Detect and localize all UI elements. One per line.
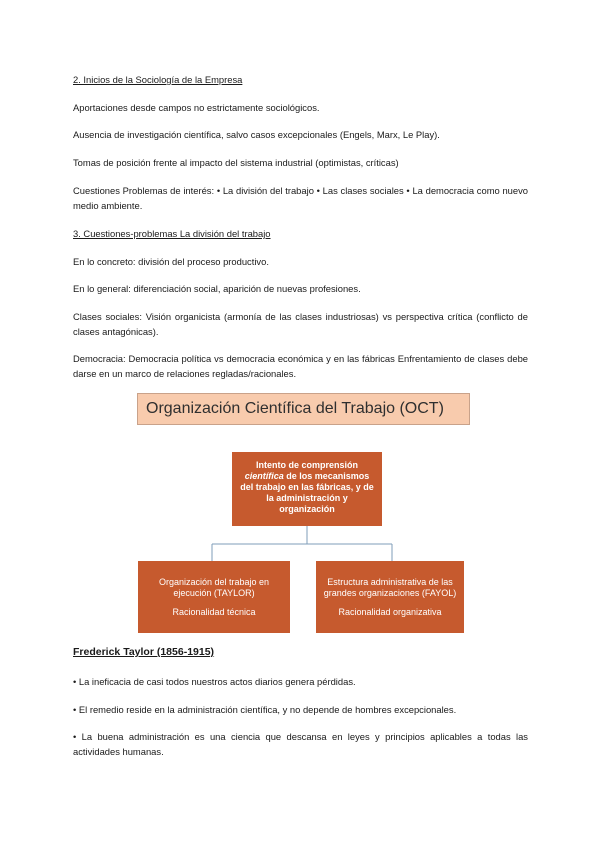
main-box-text-start: Intento de comprensión <box>255 460 358 470</box>
diagram-title: Organización Científica del Trabajo (OCT) <box>137 393 470 425</box>
diagram-box-taylor <box>138 561 290 633</box>
section-2-heading: 2. Inicios de la Sociología de la Empresa <box>73 74 243 85</box>
section-3-paragraph: En lo general: diferenciación social, aparición de nuevas profesiones. <box>73 283 361 294</box>
taylor-box-text: Organización del trabajo en ejecución (TAYLOR) <box>158 577 270 598</box>
section-3-paragraph: En lo concreto: división del proceso productivo. <box>73 256 269 267</box>
fayol-box-subtext: Racionalidad organizativa <box>338 607 442 617</box>
section-2-paragraph: Tomas de posición frente al impacto del sistema industrial (optimistas, críticas) <box>73 157 399 168</box>
section-2-paragraph: Ausencia de investigación científica, salvo casos excepcionales (Engels, Marx, Le Play). <box>73 129 440 140</box>
taylor-box-subtext: Racionalidad técnica <box>172 607 256 617</box>
diagram-box-fayol <box>316 561 464 633</box>
section-2-paragraph: Cuestiones Problemas de interés: • La división del trabajo • Las clases sociales • La democracia como nuevo medio ambiente. <box>73 185 528 211</box>
section-2-paragraph: Aportaciones desde campos no estrictamente sociológicos. <box>73 102 320 113</box>
diagram-box-main <box>232 452 382 526</box>
fayol-box-text: Estructura administrativa de las grandes organizaciones (FAYOL) <box>323 577 457 598</box>
section-3-heading: 3. Cuestiones-problemas La división del trabajo <box>73 228 271 239</box>
taylor-bullet: • La ineficacia de casi todos nuestros actos diarios genera pérdidas. <box>73 676 356 687</box>
taylor-bullet: • El remedio reside en la administración científica, y no depende de hombres excepcionales. <box>73 704 457 715</box>
main-box-text-end: de los mecanismos del trabajo en las fábricas, y de la administración y organización <box>240 471 374 514</box>
section-3-paragraph: Clases sociales: Visión organicista (armonía de las clases industriosas) vs perspectiva crítica (conflicto de clases antagónicas). <box>73 311 528 337</box>
taylor-heading: Frederick Taylor (1856-1915) <box>73 646 215 658</box>
taylor-bullet: • La buena administración es una ciencia que descansa en leyes y principios aplicables a todas las actividades humanas. <box>73 731 528 757</box>
section-3-paragraph: Democracia: Democracia política vs democracia económica y en las fábricas Enfrentamiento de clases debe darse en un marco de relaciones regladas/racionales. <box>73 353 528 379</box>
main-box-text-italic: científica <box>244 471 284 481</box>
